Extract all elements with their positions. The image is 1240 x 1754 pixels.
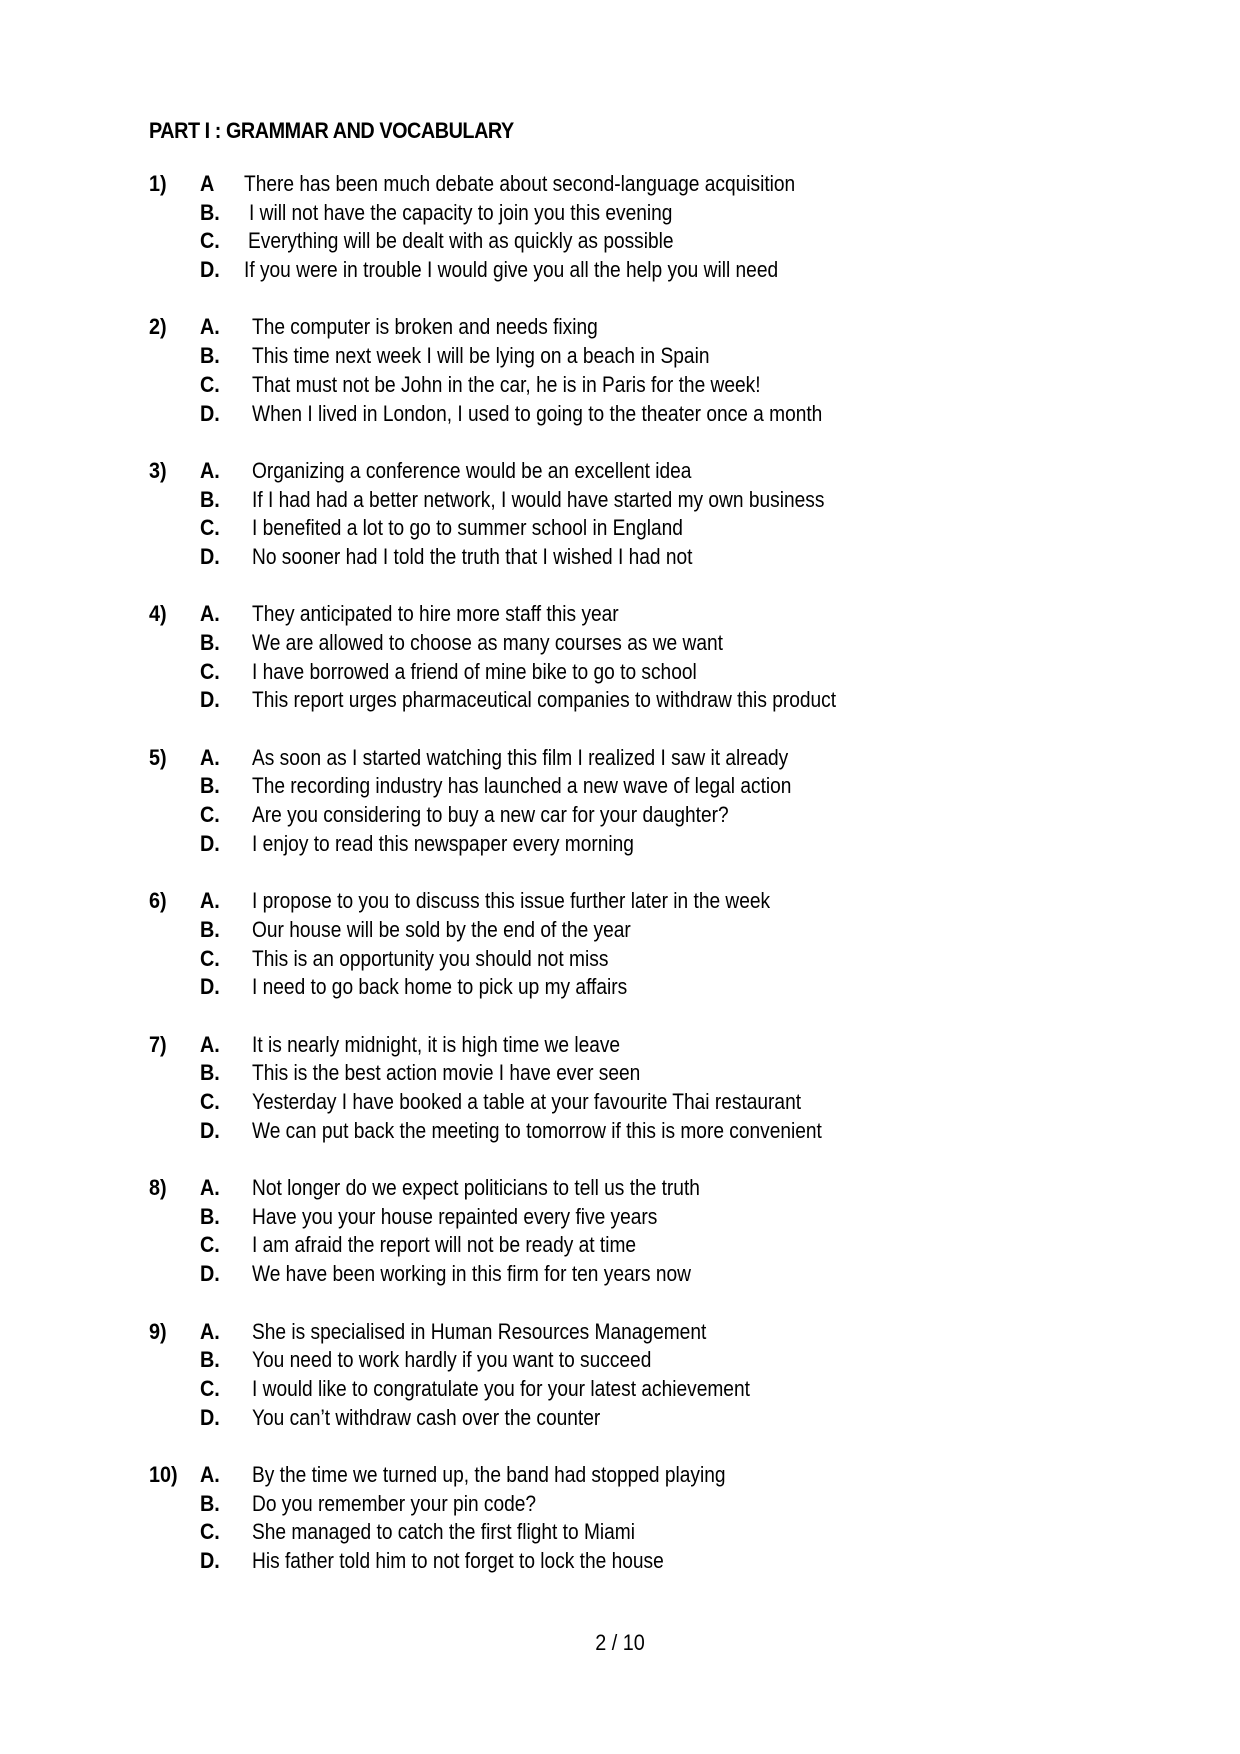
option-row [149, 887, 1149, 916]
option-letter: B. [200, 630, 220, 655]
option-row [149, 227, 1149, 256]
option-row [149, 1059, 1149, 1088]
option-text: If I had had a better network, I would have started my own business [252, 486, 825, 512]
option-row [149, 600, 1149, 629]
question-number: 8) [149, 1175, 167, 1201]
option-row [149, 1404, 1149, 1433]
option-text: Not longer do we expect politicians to tell us the truth [252, 1175, 700, 1201]
option-letter: B. [200, 1490, 220, 1516]
option-letter: C. [200, 371, 220, 397]
option-text: I need to go back home to pick up my affairs [252, 974, 628, 1000]
option-row [149, 342, 1149, 371]
option-row [149, 772, 1149, 801]
option-text: She is specialised in Human Resources Management [252, 1318, 707, 1344]
question-number: 1) [149, 171, 167, 196]
option-text: I am afraid the report will not be ready at time [252, 1232, 637, 1258]
option-row [149, 1375, 1149, 1404]
option-text: They anticipated to hire more staff this year [252, 601, 619, 627]
option-row [149, 486, 1149, 515]
option-text: It is nearly midnight, it is high time we leave [252, 1031, 621, 1057]
option-text: Are you considering to buy a new car for your daughter? [252, 802, 729, 828]
option-row [149, 1490, 1149, 1519]
question-3 [149, 457, 1149, 572]
option-letter: A. [200, 1175, 220, 1201]
question-number: 10) [149, 1461, 178, 1487]
question-list [149, 170, 1149, 1604]
option-row [149, 457, 1149, 486]
option-text: You need to work hardly if you want to succeed [252, 1347, 652, 1373]
option-letter: A. [200, 314, 220, 340]
option-row [149, 1203, 1149, 1232]
option-letter: A. [200, 1461, 220, 1487]
option-row [149, 1461, 1149, 1490]
option-text: She managed to catch the first flight to Miami [252, 1519, 635, 1545]
option-letter: D. [200, 257, 220, 283]
option-row [149, 801, 1149, 830]
option-letter: B. [200, 1203, 220, 1229]
option-text: His father told him to not forget to lock the house [252, 1548, 664, 1573]
option-letter: D. [200, 1261, 220, 1287]
question-2 [149, 313, 1149, 428]
option-row [149, 514, 1149, 543]
option-letter: A. [200, 1031, 220, 1057]
option-row [149, 1231, 1149, 1260]
option-row [149, 744, 1149, 773]
question-number: 9) [149, 1318, 167, 1344]
option-text: This report urges pharmaceutical companies to withdraw this product [252, 687, 837, 713]
option-letter: B. [200, 773, 220, 799]
option-letter: C. [200, 515, 220, 541]
option-text: Our house will be sold by the end of the year [252, 916, 631, 942]
question-number: 5) [149, 744, 167, 770]
question-9 [149, 1318, 1149, 1433]
option-text: As soon as I started watching this film I realized I saw it already [252, 744, 789, 770]
page-number: 2 / 10 [595, 1630, 645, 1655]
option-letter: B. [200, 343, 220, 369]
option-row [149, 686, 1149, 715]
option-row [149, 256, 1149, 285]
option-row [149, 945, 1149, 974]
option-letter: D. [200, 1404, 220, 1430]
option-row [149, 199, 1149, 228]
option-row [149, 830, 1149, 859]
option-text: Yesterday I have booked a table at your favourite Thai restaurant [252, 1089, 802, 1114]
option-text: Organizing a conference would be an excellent idea [252, 457, 692, 483]
option-letter: B. [200, 916, 220, 942]
option-row [149, 658, 1149, 687]
question-number: 6) [149, 888, 167, 914]
option-text: I propose to you to discuss this issue further later in the week [252, 888, 771, 914]
question-number: 4) [149, 601, 167, 627]
option-letter: D. [200, 400, 220, 426]
question-7 [149, 1031, 1149, 1146]
option-letter: C. [200, 228, 220, 254]
option-text: I have borrowed a friend of mine bike to go to school [252, 658, 697, 684]
option-letter: C. [200, 802, 220, 828]
option-row [149, 1346, 1149, 1375]
question-5 [149, 744, 1149, 859]
option-row [149, 1260, 1149, 1289]
option-text: Everything will be dealt with as quickly as possible [248, 228, 674, 254]
option-row [149, 543, 1149, 572]
option-text: You can’t withdraw cash over the counter [252, 1404, 601, 1430]
question-number: 3) [149, 457, 167, 483]
option-text: That must not be John in the car, he is in Paris for the week! [252, 371, 761, 397]
option-letter: C. [200, 1519, 220, 1545]
option-text: I will not have the capacity to join you this evening [249, 199, 673, 225]
option-text: This is an opportunity you should not miss [252, 945, 609, 971]
option-row [149, 629, 1149, 658]
option-row [149, 1518, 1149, 1547]
option-text: I benefited a lot to go to summer school in England [252, 515, 683, 541]
option-letter: B. [200, 486, 220, 512]
option-text: No sooner had I told the truth that I wished I had not [252, 543, 693, 569]
option-letter: C. [200, 1375, 220, 1401]
option-letter: D. [200, 543, 220, 569]
option-row [149, 170, 1149, 199]
option-letter: A [200, 171, 215, 196]
option-text: I enjoy to read this newspaper every morning [252, 830, 634, 856]
option-letter: B. [200, 1060, 220, 1086]
option-letter: A. [200, 888, 220, 914]
option-row [149, 1117, 1149, 1146]
question-number: 2) [149, 314, 167, 340]
option-row [149, 400, 1149, 429]
option-text: By the time we turned up, the band had stopped playing [252, 1461, 726, 1487]
option-row [149, 1547, 1149, 1576]
question-10 [149, 1461, 1149, 1576]
option-text: I would like to congratulate you for your latest achievement [252, 1375, 750, 1401]
option-text: This is the best action movie I have ever seen [252, 1060, 641, 1086]
question-8 [149, 1174, 1149, 1289]
option-row [149, 1318, 1149, 1347]
option-text: We can put back the meeting to tomorrow if this is more convenient [252, 1117, 822, 1143]
question-6 [149, 887, 1149, 1002]
option-text: This time next week I will be lying on a beach in Spain [252, 343, 710, 369]
option-text: Have you your house repainted every five years [252, 1203, 658, 1229]
option-letter: C. [200, 945, 220, 971]
option-letter: D. [200, 1117, 220, 1143]
option-row [149, 973, 1149, 1002]
option-row [149, 1174, 1149, 1203]
option-text: There has been much debate about second-language acquisition [244, 171, 796, 196]
option-row [149, 1031, 1149, 1060]
question-4 [149, 600, 1149, 715]
option-letter: D. [200, 974, 220, 1000]
option-letter: D. [200, 1548, 220, 1573]
option-letter: C. [200, 1089, 220, 1114]
question-1 [149, 170, 1149, 285]
option-text: Do you remember your pin code? [252, 1490, 537, 1516]
option-letter: A. [200, 457, 220, 483]
option-text: We have been working in this firm for ten years now [252, 1261, 692, 1287]
option-letter: C. [200, 1232, 220, 1258]
option-row [149, 371, 1149, 400]
option-letter: D. [200, 830, 220, 856]
option-text: If you were in trouble I would give you all the help you will need [244, 257, 779, 283]
option-row [149, 313, 1149, 342]
option-row [149, 1088, 1149, 1117]
question-number: 7) [149, 1031, 167, 1057]
option-text: When I lived in London, I used to going to the theater once a month [252, 400, 823, 426]
option-row [149, 916, 1149, 945]
option-letter: B. [200, 1347, 220, 1373]
option-letter: A. [200, 744, 220, 770]
option-text: We are allowed to choose as many courses as we want [252, 630, 723, 655]
option-letter: B. [200, 199, 220, 225]
option-letter: D. [200, 687, 220, 713]
option-text: The recording industry has launched a new wave of legal action [252, 773, 792, 799]
option-letter: A. [200, 1318, 220, 1344]
option-text: The computer is broken and needs fixing [252, 314, 598, 340]
option-letter: A. [200, 601, 220, 627]
section-title: PART I : GRAMMAR AND VOCABULARY [149, 118, 514, 143]
option-letter: C. [200, 658, 220, 684]
